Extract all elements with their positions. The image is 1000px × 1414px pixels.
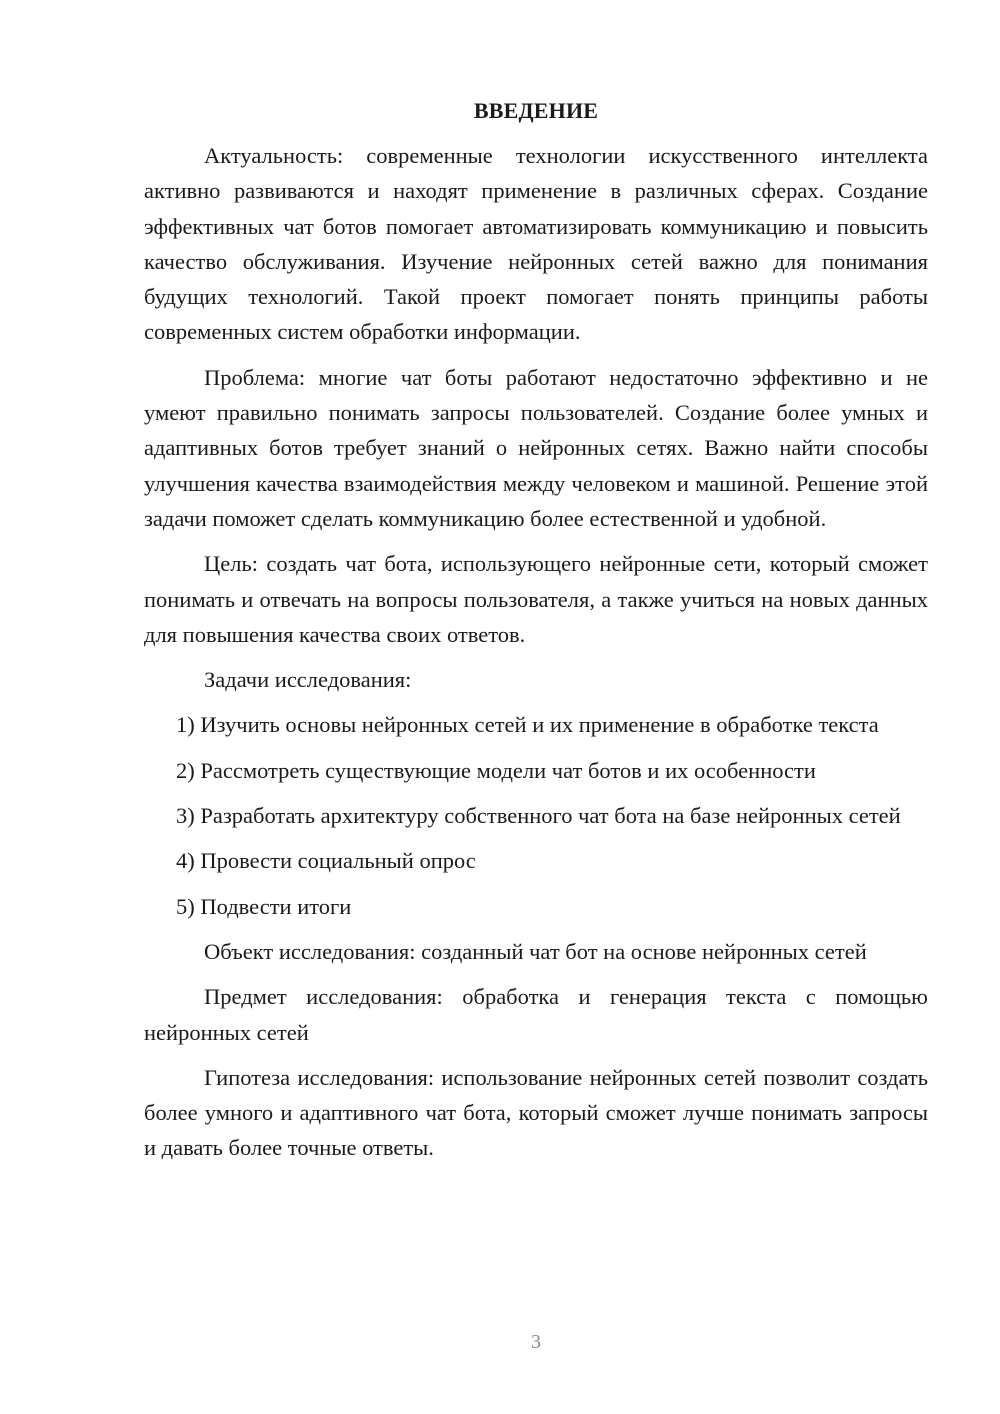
goal-paragraph: Цель: создать чат бота, использующего нейронные сети, который сможет понимать и отвечать на вопросы пользователя, а также учиться на новых данных для повышения качества своих ответов. [144, 551, 928, 647]
page-number: 3 [531, 1331, 541, 1353]
object-paragraph: Объект исследования: созданный чат бот на основе нейронных сетей [204, 938, 867, 964]
task-item: 1) Изучить основы нейронных сетей и их применение в обработке текста [176, 712, 879, 738]
section-heading: ВВЕДЕНИЕ [473, 98, 599, 123]
tasks-label: Задачи исследования: [204, 667, 412, 693]
page-content [144, 96, 928, 1176]
task-item: 5) Подвести итоги [176, 893, 352, 919]
task-item: 4) Провести социальный опрос [176, 848, 476, 874]
task-item: 3) Разработать архитектуру собственного чат бота на базе нейронных сетей [176, 803, 901, 829]
subject-paragraph: Предмет исследования: обработка и генерация текста с помощью нейронных сетей [144, 984, 928, 1045]
task-item: 2) Рассмотреть существующие модели чат ботов и их особенности [176, 757, 816, 783]
relevance-paragraph: Актуальность: современные технологии искусственного интеллекта активно развиваются и находят применение в различных сферах. Создание эффективных чат ботов помогает автоматизировать коммуникацию и повысить качество обслуживания. Изучение нейронных сетей важно для понимания будущих технологий. Такой проект помогает понять принципы работы современных систем обработки информации. [144, 143, 928, 345]
hypothesis-paragraph: Гипотеза исследования: использование нейронных сетей позволит создать более умного и адаптивного чат бота, который сможет лучше понимать запросы и давать более точные ответы. [144, 1064, 928, 1161]
problem-paragraph: Проблема: многие чат боты работают недостаточно эффективно и не умеют правильно понимать запросы пользователей. Создание более умных и адаптивных ботов требует знаний о нейронных сетях. Важно найти способы улучшения качества взаимодействия между человеком и машиной. Решение этой задачи поможет сделать коммуникацию более естественной и удобной. [144, 364, 928, 531]
